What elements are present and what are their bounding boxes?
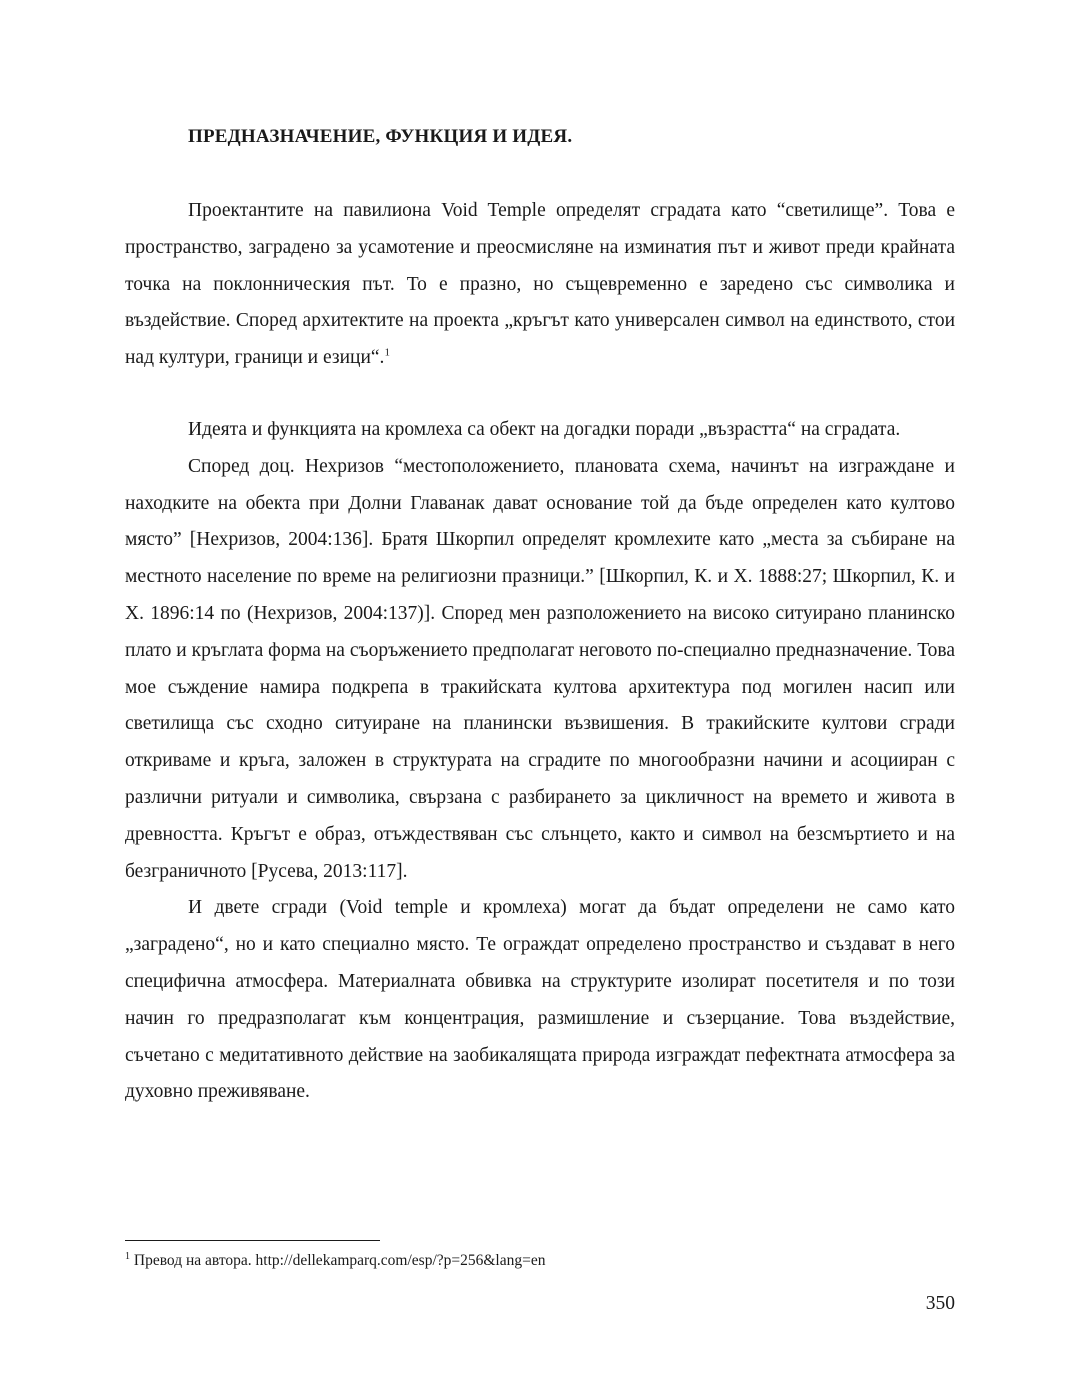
paragraph-4: И двете сгради (Void temple и кромлеха) могат да бъдат определени не само като „заградено“, но и като специално място. Те ограждат определено пространство и създават в него специфична атмосфера. Материалната обвивка на структурите изолират посетителя и по този начин го предразполагат към концентрация, размишление и съзерцание. Това въздействие, съчетано с медитативното действие на заобикалящата природа изграждат пефектната атмосфера за духовно преживяване. bbox=[125, 897, 955, 1103]
paragraph-2: Идеята и функцията на кромлеха са обект на догадки поради „възрастта“ на сградата. bbox=[188, 419, 901, 440]
footnote-marker: 1 bbox=[125, 1250, 130, 1262]
footnote-divider bbox=[125, 1240, 380, 1241]
section-heading: ПРЕДНАЗНАЧЕНИЕ, ФУНКЦИЯ И ИДЕЯ. bbox=[188, 126, 573, 147]
text-block-1 bbox=[125, 193, 955, 377]
footnote bbox=[125, 1252, 546, 1270]
text-block-2 bbox=[125, 412, 955, 1111]
paragraph-1-text: Проектантите на павилиона Void Temple определят сградата като “светилище”. Това е пространство, заградено за усамотение и преосмисляне на изминатия път и живот преди крайната точка на поклонническия път. То е празно, но същевременно е заредено със символика и въздействие. Според архитектите на проекта „кръгът като универсален символ на единството, стои над култури, граници и езици“. bbox=[125, 200, 955, 369]
page-number: 350 bbox=[925, 1293, 955, 1314]
paragraph-1 bbox=[125, 193, 955, 377]
footnote-reference[interactable]: 1 bbox=[384, 346, 390, 359]
paragraph-3: Според доц. Нехризов “местоположението, плановата схема, начинът на изграждане и находките на обекта при Долни Главанак дават основание той да бъде определен като култово място” [Нехризов, 2004:136]. Братя Шкорпил определят кромлехите като „места за събиране на местното население по време на религиозни празници.” [Шкорпил, К. и Х. 1888:27; Шкорпил, К. и Х. 1896:14 по (Нехризов, 2004:137)]. Според мен разположението на високо ситуирано планинско плато и кръглата форма на съоръжението предполагат неговото по-специално предназначение. Това мое съждение намира подкрепа в тракийската култова архитектура под могилен насип или светилища със сходно ситуиране на планински възвишения. В тракийските култови сгради откриваме и кръга, заложен в структурата на сградите по многообразни начини и асоцииран с различни ритуали и символика, свързана с разбирането за цикличност на времето и живота в древността. Кръгът е образ, отъждествяван със слънцето, както и символ на безсмъртието и на безграничното [Русева, 2013:117]. bbox=[125, 455, 955, 882]
footnote-text: Превод на автора. http://dellekamparq.com/esp/?p=256&lang=en bbox=[130, 1252, 546, 1269]
